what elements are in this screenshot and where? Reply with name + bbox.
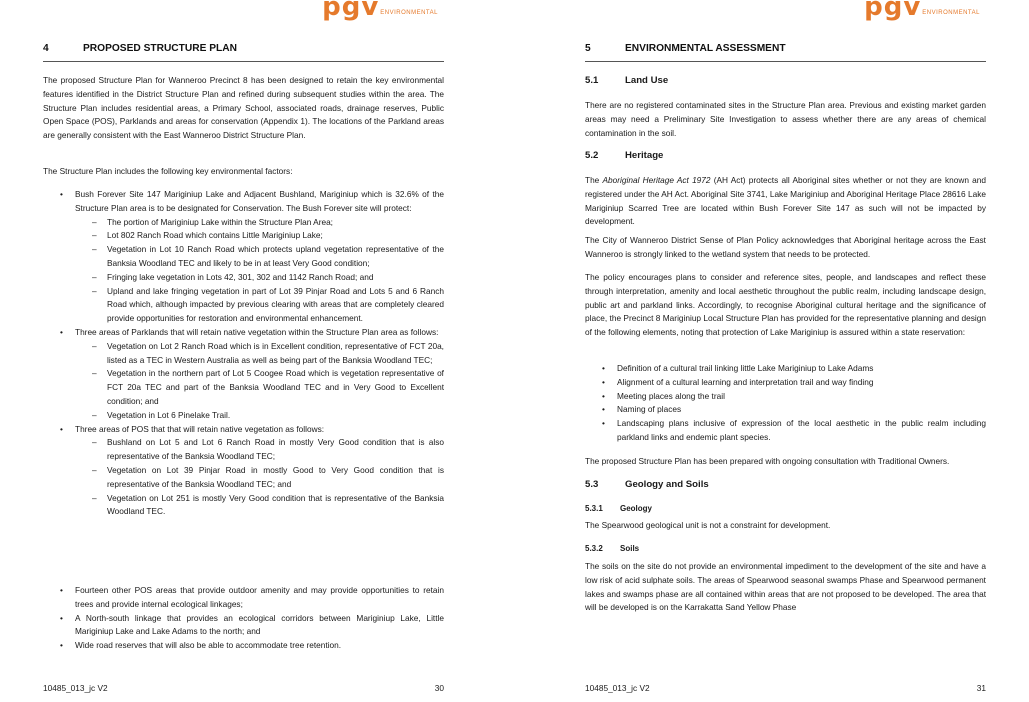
subsubsection-title: Soils xyxy=(620,544,640,553)
logo-text: pgv xyxy=(322,0,380,22)
text-run: The xyxy=(585,175,603,185)
subsection-title: Geology and Soils xyxy=(625,479,709,490)
list-item: • Definition of a cultural trail linking little Lake Mariginiup to Lake Adams xyxy=(585,362,986,376)
section-number: 5 xyxy=(585,43,591,54)
sub-list-item: – Vegetation in Lot 10 Ranch Road which protects upland vegetation representative of the Banksia Woodland TEC and likely to be in at least Very Good condition; xyxy=(75,243,444,271)
section-heading xyxy=(43,43,444,62)
soils-paragraph: The soils on the site do not provide an environmental impediment to the development of the site and have a low risk of acid sulphate soils. The areas of Spearwood seasonal swamps Phase and Spearwood permanent lakes and swamps phase are all contained within areas that are not proposed to be developed. The area that will be developed is on the Karrakatta Sand Yellow Phase xyxy=(585,561,986,613)
sub-list-item: – Vegetation in Lot 6 Pinelake Trail. xyxy=(75,409,444,423)
heritage-paragraph-1 xyxy=(585,174,986,229)
pgv-logo xyxy=(322,0,438,20)
footer-reference: 10485_013_jc V2 xyxy=(43,683,108,693)
subsubsection-heading-soils xyxy=(585,544,639,553)
page-number: 30 xyxy=(434,683,444,693)
heritage-paragraph-3: The policy encourages plans to consider and reference sites, people, and landscapes and reflect these through interpretation, amenity and local aesthetic throughout the public realm, including landscape design, public art and parkland links. Accordingly, to recognise Aboriginal cultural heritage and the significance of place, the Precinct 8 Mariginiup Local Structure Plan has provided for the representative planning and design of the following elements, noting that protection of Lake Mariginiup is assured within a state reservation: xyxy=(585,272,986,338)
subsection-heading-heritage xyxy=(585,150,663,161)
section-number: 4 xyxy=(43,43,49,54)
heritage-elements-list xyxy=(585,362,986,445)
sub-list-item: – Vegetation on Lot 2 Ranch Road which is in Excellent condition, representative of FCT 20a, listed as a TEC in Western Australia as well as being part of the Banksia Woodland TEC; xyxy=(75,340,444,368)
page-30 xyxy=(43,0,444,702)
subsubsection-heading-geology xyxy=(585,504,652,513)
sub-list-item: – Lot 802 Ranch Road which contains Little Mariginiup Lake; xyxy=(75,229,444,243)
factors-intro: The Structure Plan includes the following key environmental factors: xyxy=(43,166,293,176)
subsection-number: 5.3 xyxy=(585,479,599,490)
factor-list xyxy=(43,188,444,519)
sub-list xyxy=(75,436,444,519)
bullet-text: Three areas of POS that that will retain native vegetation as follows: xyxy=(75,423,325,434)
section-title: PROPOSED STRUCTURE PLAN xyxy=(83,43,237,54)
section-heading xyxy=(585,43,986,62)
subsection-title: Heritage xyxy=(625,150,664,161)
factor-list-continued xyxy=(43,584,444,653)
page-number: 31 xyxy=(976,683,986,693)
sub-list xyxy=(75,216,444,326)
subsection-heading-land-use xyxy=(585,75,668,86)
list-item: • Alignment of a cultural learning and interpretation trail and way finding xyxy=(585,376,986,390)
list-item: • Fourteen other POS areas that provide outdoor amenity and may provide opportunities to retain trees and provide internal ecological linkages; xyxy=(43,584,444,612)
list-item: • Naming of places xyxy=(585,403,986,417)
geology-paragraph: The Spearwood geological unit is not a constraint for development. xyxy=(585,520,831,530)
subsubsection-number: 5.3.1 xyxy=(585,504,603,513)
list-item xyxy=(43,188,444,326)
sub-list-item: – Vegetation on Lot 39 Pinjar Road in mostly Good to Very Good condition that is representative of the Banksia Woodland TEC; and xyxy=(75,464,444,492)
sub-list-item: – Upland and lake fringing vegetation in part of Lot 39 Pinjar Road and Lots 5 and 6 Ranch Road which, although impacted by previous clearing with areas that are completely cleared provide opportunities for restoration and environmental enhancement. xyxy=(75,285,444,326)
subsection-number: 5.1 xyxy=(585,75,599,86)
logo-subtext: ENVIRONMENTAL xyxy=(380,10,438,16)
logo-subtext: ENVIRONMENTAL xyxy=(922,10,980,16)
pgv-logo xyxy=(864,0,980,20)
page-31 xyxy=(585,0,986,702)
list-item: • A North-south linkage that provides an ecological corridors between Mariginiup Lake, Little Mariginiup Lake and Lake Adams to the north; and xyxy=(43,612,444,640)
sub-list-item: – The portion of Mariginiup Lake within the Structure Plan Area; xyxy=(75,216,444,230)
footer-reference: 10485_013_jc V2 xyxy=(585,683,650,693)
list-item: • Wide road reserves that will also be able to accommodate tree retention. xyxy=(43,639,444,653)
text-run: (AH Act) protects all Aboriginal sites whether or not they are known and registered under the AH Act. Aboriginal Site 3741, Lake Mariginiup and Aboriginal Heritage Place 28616 Lake Mariginiup Scarred Tree are located within Bush Forever Site 147 as such will not be impacted by development. xyxy=(585,175,987,227)
sub-list-item: – Vegetation on Lot 251 is mostly Very Good condition that is representative of the Banksia Woodland TEC. xyxy=(75,492,444,520)
subsection-title: Land Use xyxy=(625,75,669,86)
heritage-paragraph-4: The proposed Structure Plan has been prepared with ongoing consultation with Traditional Owners. xyxy=(585,456,950,466)
intro-paragraph: The proposed Structure Plan for Wanneroo Precinct 8 has been designed to retain the key environmental features identified in the District Structure Plan and refined during subsequent studies within the area. The Structure Plan includes residential areas, a Primary School, associated roads, drainage reserves, Public Open Space (POS), Parklands and areas for conservation (Appendix 1). The locations of the Parkland areas are generally consistent with the East Wanneroo District Structure Plan. xyxy=(43,75,444,141)
list-item: • Landscaping plans inclusive of expression of the local aesthetic in the public realm including parkland links and endemic plant species. xyxy=(585,417,986,445)
sub-list-item: – Fringing lake vegetation in Lots 42, 301, 302 and 1142 Ranch Road; and xyxy=(75,271,444,285)
bullet-text: Bush Forever Site 147 Mariginiup Lake and Adjacent Bushland, Mariginiup which is 32.6% of the Structure Plan area is to be designated for Conservation. The Bush Forever site will protect: xyxy=(75,189,444,213)
heritage-paragraph-2: The City of Wanneroo District Sense of Plan Policy acknowledges that Aboriginal heritage across the East Wanneroo is strongly linked to the wetland system that needs to be protected. xyxy=(585,235,986,259)
subsection-heading-geology-soils xyxy=(585,479,709,490)
list-item xyxy=(43,423,444,520)
subsubsection-number: 5.3.2 xyxy=(585,544,603,553)
sub-list-item: – Bushland on Lot 5 and Lot 6 Ranch Road in mostly Very Good condition that is also representative of the Banksia Woodland TEC; xyxy=(75,436,444,464)
section-title: ENVIRONMENTAL ASSESSMENT xyxy=(625,43,786,54)
subsubsection-title: Geology xyxy=(620,504,653,513)
sub-list-item: – Vegetation in the northern part of Lot 5 Coogee Road which is vegetation representative of FCT 20a TEC and part of the Banksia Woodland TEC and in Very Good to Excellent condition; and xyxy=(75,367,444,408)
logo-text: pgv xyxy=(864,0,922,22)
list-item xyxy=(43,326,444,423)
bullet-text: Three areas of Parklands that will retain native vegetation within the Structure Plan area as follows: xyxy=(75,326,439,337)
act-title: Aboriginal Heritage Act 1972 xyxy=(602,175,711,185)
land-use-paragraph: There are no registered contaminated sites in the Structure Plan area. Previous and existing market garden areas may need a Preliminary Site Investigation to assess whether there are any areas of chemical contamination in the soil. xyxy=(585,100,986,138)
list-item: • Meeting places along the trail xyxy=(585,390,986,404)
subsection-number: 5.2 xyxy=(585,150,599,161)
sub-list xyxy=(75,340,444,423)
